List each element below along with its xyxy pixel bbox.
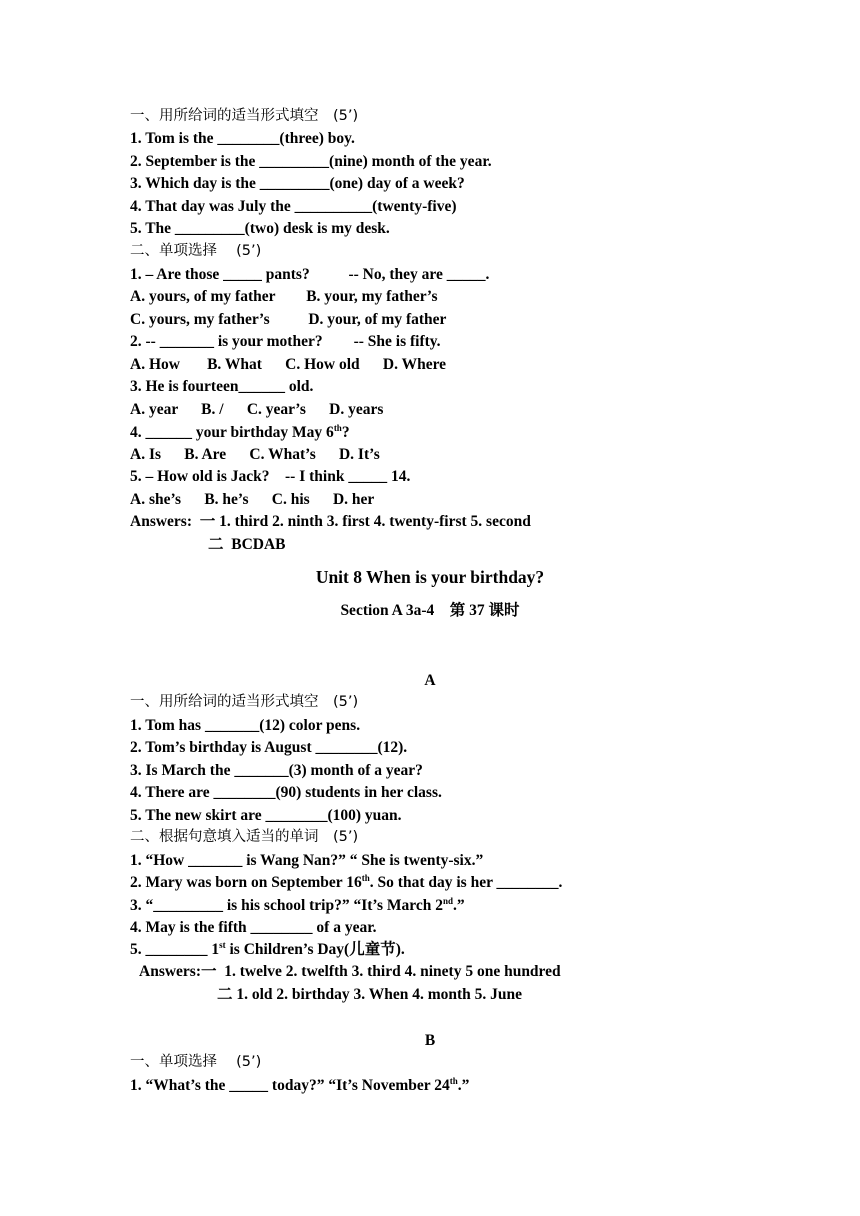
answer-key: Answers: 一 1. third 2. ninth 3. first 4. twenty-first 5. second (130, 513, 531, 530)
exercise-line: 1. Tom is the ________(three) boy. (130, 130, 355, 147)
section-heading: 二、根据句意填入适当的单词 (5’) (130, 829, 359, 845)
exercise-line: A. Is B. Are C. What’s D. It’s (130, 446, 380, 463)
section-heading: 一、单项选择 (5’) (130, 1054, 262, 1070)
answer-key: 二 1. old 2. birthday 3. When 4. month 5. June (217, 986, 523, 1003)
section-heading: 一、用所给词的适当形式填空 (5’) (130, 694, 359, 710)
exercise-line: 5. The _________(two) desk is my desk. (130, 220, 390, 237)
exercise-line: 4. May is the fifth ________ of a year. (130, 919, 377, 936)
answer-key: Answers:一 1. twelve 2. twelfth 3. third 4. ninety 5 one hundred (139, 963, 561, 980)
exercise-line: 1. – Are those _____ pants? -- No, they are _____. (130, 266, 490, 283)
section-heading: 二、单项选择 (5’) (130, 243, 262, 259)
exercise-line: 2. Mary was born on September 16th. So that day is her ________. (130, 873, 563, 891)
exercise-line: 4. ______ your birthday May 6th? (130, 423, 350, 441)
section-title: Section A 3a-4 第 37 课时 (340, 602, 520, 619)
exercise-line: C. yours, my father’s D. your, of my father (130, 311, 447, 328)
exercise-line: 5. – How old is Jack? -- I think _____ 14. (130, 468, 411, 485)
exercise-line: 1. “How _______ is Wang Nan?” “ She is twenty-six.” (130, 852, 484, 869)
exercise-line: A. year B. / C. year’s D. years (130, 401, 384, 418)
exercise-line: 1. Tom has _______(12) color pens. (130, 717, 361, 734)
exercise-line: 4. There are ________(90) students in her class. (130, 784, 442, 801)
exercise-line: 2. Tom’s birthday is August ________(12). (130, 739, 408, 756)
answer-key: 二 BCDAB (208, 536, 286, 553)
exercise-line: 3. Is March the _______(3) month of a year? (130, 762, 423, 779)
exercise-line: 5. The new skirt are ________(100) yuan. (130, 807, 402, 824)
part-label: A (424, 672, 436, 689)
exercise-line: 3. Which day is the _________(one) day of a week? (130, 175, 465, 192)
exercise-line: 1. “What’s the _____ today?” “It’s November 24th.” (130, 1076, 470, 1094)
section-heading: 一、用所给词的适当形式填空 (5’) (130, 108, 359, 124)
unit-title: Unit 8 When is your birthday? (315, 567, 545, 587)
exercise-line: 3. “_________ is his school trip?” “It’s March 2nd.” (130, 896, 465, 914)
exercise-line: 3. He is fourteen______ old. (130, 378, 314, 395)
exercise-line: 4. That day was July the __________(twenty-five) (130, 198, 457, 215)
exercise-line: 2. September is the _________(nine) month of the year. (130, 153, 492, 170)
exercise-line: 2. -- _______ is your mother? -- She is fifty. (130, 333, 441, 350)
exercise-line: A. yours, of my father B. your, my father’s (130, 288, 438, 305)
part-label: B (424, 1032, 436, 1049)
exercise-line: A. How B. What C. How old D. Where (130, 356, 447, 373)
exercise-line: A. she’s B. he’s C. his D. her (130, 491, 375, 508)
exercise-line: 5. ________ 1st is Children’s Day(儿童节). (130, 940, 405, 958)
